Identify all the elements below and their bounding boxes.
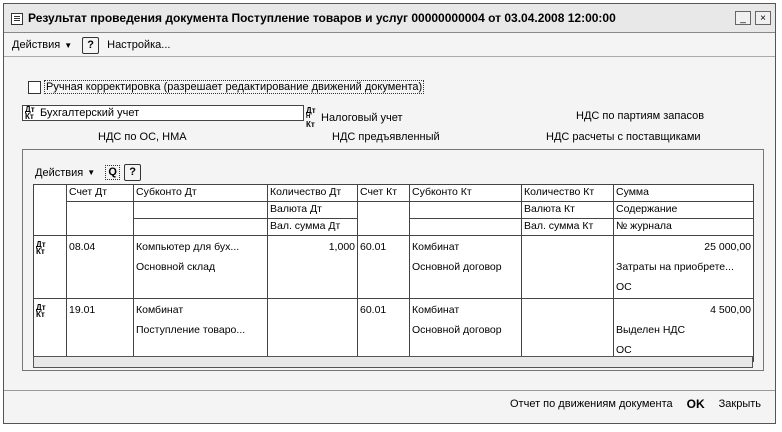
dt-kt-icon: Дт Кт <box>25 105 35 121</box>
settings-menu[interactable]: Настройка... <box>107 39 171 51</box>
row-credit-account[interactable]: 60.01 <box>358 299 410 362</box>
tab-vat-stock-label: НДС по партиям запасов <box>576 110 705 122</box>
col-credit-qty[interactable]: Количество Кт <box>522 185 614 202</box>
document-result-window <box>3 3 776 424</box>
blank-header <box>67 202 134 236</box>
tab-accounting[interactable] <box>22 105 304 121</box>
row-debit-subconto[interactable]: Компьютер для бух... Основной склад <box>134 236 268 299</box>
close-button[interactable]: × <box>755 11 771 25</box>
row-amount[interactable]: 4 500,00 Выделен НДС ОС <box>614 299 754 362</box>
col-debit-qty[interactable]: Количество Дт <box>268 185 358 202</box>
actions-menu[interactable] <box>12 39 72 51</box>
col-debit-currency[interactable]: Валюта Дт <box>268 202 358 219</box>
row-credit-qty[interactable] <box>522 236 614 299</box>
dt-kt-icon: Дт Кт <box>36 303 46 319</box>
horizontal-scrollbar[interactable] <box>33 356 753 368</box>
footer-bar <box>4 390 775 417</box>
col-credit-account[interactable]: Счет Кт <box>358 185 410 202</box>
tab-vat-suppliers[interactable] <box>546 131 701 143</box>
tab-tax-label: Налоговый учет <box>321 111 403 124</box>
tab-vat-stock[interactable] <box>576 110 704 122</box>
tab-accounting-label: Бухгалтерский учет <box>40 107 140 119</box>
row-debit-account[interactable]: 08.04 <box>67 236 134 299</box>
actions-menu-label: Действия <box>12 39 61 51</box>
row-amount[interactable]: 25 000,00 Затраты на приобрете... ОС <box>614 236 754 299</box>
col-credit-cur-amount[interactable]: Вал. сумма Кт <box>522 219 614 236</box>
entries-panel <box>22 149 764 371</box>
refresh-icon[interactable]: Q <box>105 165 120 180</box>
header-row-2 <box>34 202 754 219</box>
row-credit-subconto[interactable]: Комбинат Основной договор <box>410 299 522 362</box>
tab-vat-fixed-label: НДС по ОС, НМА <box>98 131 187 143</box>
header-row-1 <box>34 185 754 202</box>
col-amount[interactable]: Сумма <box>614 185 754 202</box>
row-debit-qty[interactable]: 1,000 <box>268 236 358 299</box>
panel-actions-label: Действия <box>35 166 84 179</box>
row-debit-account[interactable]: 19.01 <box>67 299 134 362</box>
table-row[interactable] <box>34 299 754 362</box>
panel-toolbar <box>35 164 141 181</box>
blank-header <box>410 219 522 236</box>
blank-header <box>358 202 410 236</box>
tab-vat-suppliers-label: НДС расчеты с поставщиками <box>546 131 701 143</box>
row-marker <box>34 236 67 299</box>
col-debit-account[interactable]: Счет Дт <box>67 185 134 202</box>
tab-vat-fixed-assets[interactable] <box>98 131 187 143</box>
blank-header <box>134 202 268 219</box>
chevron-down-icon: ▼ <box>64 40 73 50</box>
close-dialog-button[interactable]: Закрыть <box>718 398 761 410</box>
blank-header <box>410 202 522 219</box>
manual-edit-row[interactable] <box>28 80 424 94</box>
ok-button[interactable]: OK <box>686 397 705 411</box>
row-debit-qty[interactable] <box>268 299 358 362</box>
blank-header <box>134 219 268 236</box>
menu-bar <box>4 34 775 57</box>
help-button[interactable]: ? <box>82 37 99 54</box>
marker-header <box>34 185 67 236</box>
row-credit-qty[interactable] <box>522 299 614 362</box>
document-icon <box>10 11 24 25</box>
dt-kt-tax-icon: Дт Н Кт <box>306 106 316 129</box>
window-title: Результат проведения документа Поступление товаров и услуг 00000000004 от 03.04.2008 12:00:00 <box>28 11 616 25</box>
col-debit-cur-amount[interactable]: Вал. сумма Дт <box>268 219 358 236</box>
tab-vat-presented-label: НДС предъявленный <box>332 131 440 143</box>
panel-actions-menu[interactable] <box>35 167 95 179</box>
manual-edit-checkbox[interactable] <box>28 81 41 94</box>
col-debit-subconto[interactable]: Субконто Дт <box>134 185 268 202</box>
row-marker <box>34 299 67 362</box>
panel-help-button[interactable]: ? <box>124 164 141 181</box>
title-bar[interactable] <box>4 4 775 33</box>
tab-vat-presented[interactable] <box>332 131 440 143</box>
col-credit-subconto[interactable]: Субконто Кт <box>410 185 522 202</box>
col-credit-currency[interactable]: Валюта Кт <box>522 202 614 219</box>
dt-kt-icon: Дт Кт <box>36 240 46 256</box>
tab-tax[interactable] <box>306 107 403 128</box>
col-content[interactable]: Содержание <box>614 202 754 219</box>
minimize-button[interactable]: _ <box>735 11 751 25</box>
col-journal-no[interactable]: № журнала <box>614 219 754 236</box>
movements-report-button[interactable]: Отчет по движениям документа <box>510 398 673 410</box>
row-credit-account[interactable]: 60.01 <box>358 236 410 299</box>
row-credit-subconto[interactable]: Комбинат Основной договор <box>410 236 522 299</box>
manual-edit-label[interactable]: Ручная корректировка (разрешает редактирование движений документа) <box>46 81 423 93</box>
entries-table <box>33 184 754 362</box>
chevron-down-icon: ▼ <box>87 168 96 177</box>
table-row[interactable] <box>34 236 754 299</box>
row-debit-subconto[interactable]: Комбинат Поступление товаро... <box>134 299 268 362</box>
